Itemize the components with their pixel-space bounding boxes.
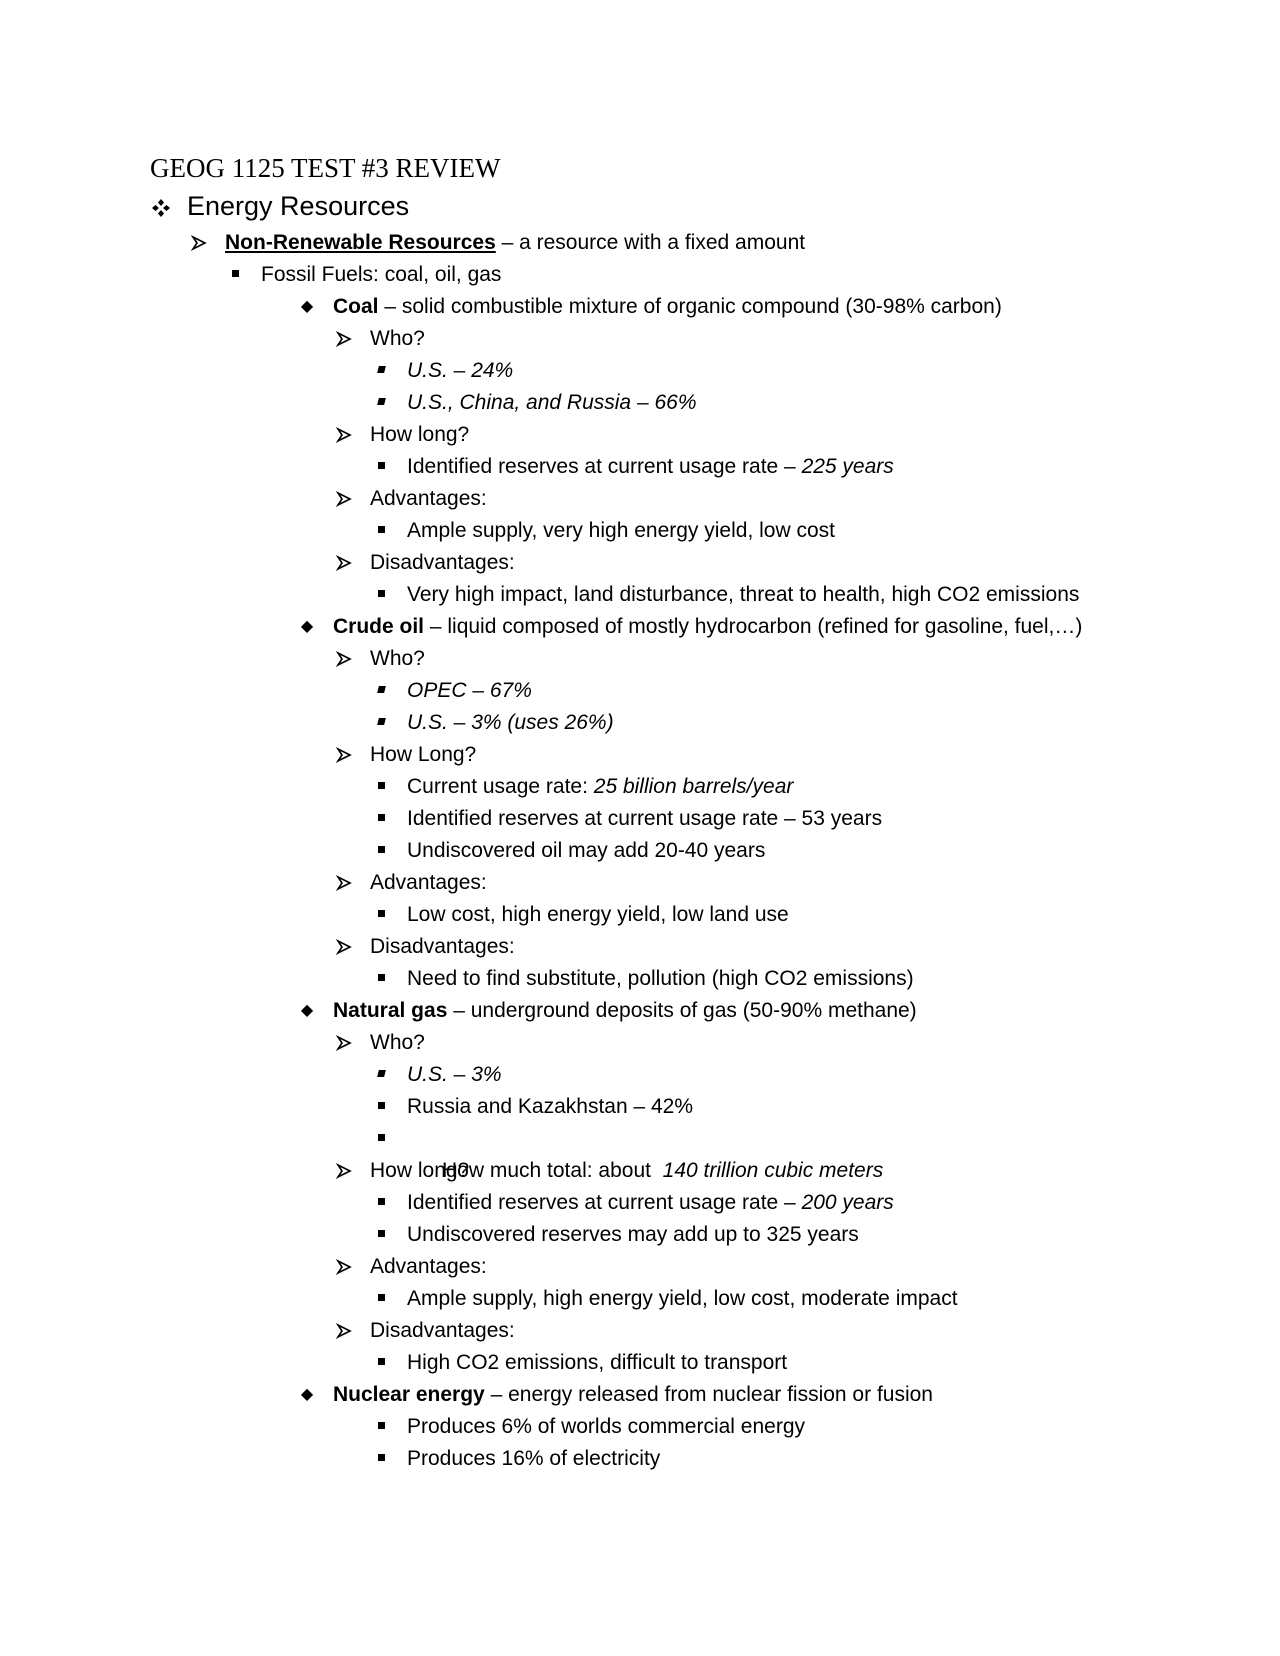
- fossil-fuels-text: Fossil Fuels: coal, oil, gas: [261, 263, 502, 286]
- diamond-bullet-icon: ◆: [300, 1002, 314, 1019]
- crude-oil-usage-text: Current usage rate:: [407, 775, 594, 798]
- nuclear-term: Nuclear energy: [333, 1383, 485, 1406]
- non-renewable-definition: – a resource with a fixed amount: [495, 231, 806, 254]
- four-diamond-bullet-icon: [150, 188, 172, 224]
- nuclear-definition: – energy released from nuclear fission or fusion: [484, 1383, 933, 1406]
- crude-oil-how-long-2: Identified reserves at current usage rate – 53 years: [407, 807, 883, 830]
- natural-gas-how-long-2: Undiscovered reserves may add up to 325 years: [407, 1223, 859, 1246]
- natural-gas-total-text: How much total: about: [442, 1159, 663, 1182]
- nuclear-point-2: Produces 16% of electricity: [407, 1447, 661, 1470]
- square-bullet-icon: [370, 771, 392, 803]
- diamond-bullet-icon: ◆: [300, 298, 314, 315]
- natural-gas-how-long-value: 200 years: [801, 1191, 894, 1214]
- natural-gas-disadvantages-1: High CO2 emissions, difficult to transport: [407, 1351, 788, 1374]
- coal-term: Coal: [333, 295, 379, 318]
- coal-disadvantages-1: Very high impact, land disturbance, threat to health, high CO2 emissions: [407, 583, 1080, 606]
- arrow-bullet-icon: [333, 1251, 355, 1283]
- arrow-bullet-icon: [333, 483, 355, 515]
- square-bullet-icon: [370, 1219, 392, 1251]
- crude-oil-usage-value: 25 billion barrels/year: [593, 775, 794, 798]
- page-title: GEOG 1125 TEST #3 REVIEW: [150, 153, 501, 183]
- crude-oil-who-1: OPEC – 67%: [407, 679, 532, 702]
- coal-how-long-label: How long?: [370, 423, 470, 446]
- arrow-bullet-icon: [333, 867, 355, 899]
- coal-who-1: U.S. – 24%: [407, 359, 514, 382]
- square-bullet-icon: [370, 1411, 392, 1443]
- coal-who-label: Who?: [370, 327, 425, 350]
- crude-oil-how-long-3: Undiscovered oil may add 20-40 years: [407, 839, 766, 862]
- arrow-bullet-icon: [333, 547, 355, 579]
- natural-gas-term: Natural gas: [333, 999, 448, 1022]
- arrow-bullet-icon: [188, 227, 210, 259]
- crude-oil-how-long-label: How Long?: [370, 743, 477, 766]
- square-bullet-icon: [370, 1091, 392, 1123]
- natural-gas-who-label: Who?: [370, 1031, 425, 1054]
- coal-advantages-1: Ample supply, very high energy yield, low cost: [407, 519, 835, 542]
- natural-gas-how-long-label: How long?: [370, 1159, 470, 1182]
- crude-oil-advantages-label: Advantages:: [370, 871, 487, 894]
- nuclear-point-1: Produces 6% of worlds commercial energy: [407, 1415, 805, 1438]
- non-renewable-term: Non-Renewable Resources: [225, 231, 496, 254]
- square-bullet-icon: [370, 675, 392, 707]
- square-bullet-icon: [370, 899, 392, 931]
- arrow-bullet-icon: [333, 1155, 355, 1187]
- coal-how-long-text: Identified reserves at current usage rate –: [407, 455, 802, 478]
- crude-oil-disadvantages-1: Need to find substitute, pollution (high CO2 emissions): [407, 967, 914, 990]
- natural-gas-who-2: Russia and Kazakhstan – 42%: [407, 1095, 694, 1118]
- square-bullet-icon: [370, 355, 392, 387]
- coal-disadvantages-label: Disadvantages:: [370, 551, 515, 574]
- square-bullet-icon: [370, 387, 392, 419]
- arrow-bullet-icon: [333, 419, 355, 451]
- square-bullet-icon: [370, 1283, 392, 1315]
- coal-how-long-value: 225 years: [801, 455, 894, 478]
- section-heading-text: Energy Resources: [187, 191, 410, 221]
- coal-definition: – solid combustible mixture of organic compound (30-98% carbon): [378, 295, 1002, 318]
- square-bullet-icon: [370, 1123, 392, 1155]
- square-bullet-icon: [370, 579, 392, 611]
- natural-gas-disadvantages-label: Disadvantages:: [370, 1319, 515, 1342]
- square-bullet-icon: [370, 707, 392, 739]
- natural-gas-how-long-text: Identified reserves at current usage rate –: [407, 1191, 802, 1214]
- square-bullet-icon: [370, 1187, 392, 1219]
- diamond-bullet-icon: ◆: [300, 1386, 314, 1403]
- crude-oil-definition: – liquid composed of mostly hydrocarbon (refined for gasoline, fuel,…): [424, 615, 1083, 638]
- crude-oil-advantages-1: Low cost, high energy yield, low land use: [407, 903, 789, 926]
- arrow-bullet-icon: [333, 323, 355, 355]
- square-bullet-icon: [370, 1347, 392, 1379]
- arrow-bullet-icon: [333, 931, 355, 963]
- coal-who-2: U.S., China, and Russia – 66%: [407, 391, 697, 414]
- natural-gas-advantages-1: Ample supply, high energy yield, low cost, moderate impact: [407, 1287, 958, 1310]
- natural-gas-total-value: 140 trillion cubic meters: [662, 1159, 884, 1182]
- arrow-bullet-icon: [333, 1027, 355, 1059]
- arrow-bullet-icon: [333, 1315, 355, 1347]
- natural-gas-definition: – underground deposits of gas (50-90% methane): [447, 999, 917, 1022]
- diamond-bullet-icon: ◆: [300, 618, 314, 635]
- crude-oil-who-2: U.S. – 3% (uses 26%): [407, 711, 614, 734]
- square-bullet-icon: [370, 803, 392, 835]
- square-bullet-icon: [370, 835, 392, 867]
- square-bullet-icon: [370, 963, 392, 995]
- crude-oil-who-label: Who?: [370, 647, 425, 670]
- crude-oil-term: Crude oil: [333, 615, 425, 638]
- arrow-bullet-icon: [333, 739, 355, 771]
- square-bullet-icon: [370, 515, 392, 547]
- coal-advantages-label: Advantages:: [370, 487, 487, 510]
- natural-gas-advantages-label: Advantages:: [370, 1255, 487, 1278]
- square-bullet-icon: [370, 1443, 392, 1475]
- crude-oil-disadvantages-label: Disadvantages:: [370, 935, 515, 958]
- natural-gas-who-1: U.S. – 3%: [407, 1063, 502, 1086]
- arrow-bullet-icon: [333, 643, 355, 675]
- square-bullet-icon: [370, 1059, 392, 1091]
- square-bullet-icon: [224, 259, 246, 291]
- square-bullet-icon: [370, 451, 392, 483]
